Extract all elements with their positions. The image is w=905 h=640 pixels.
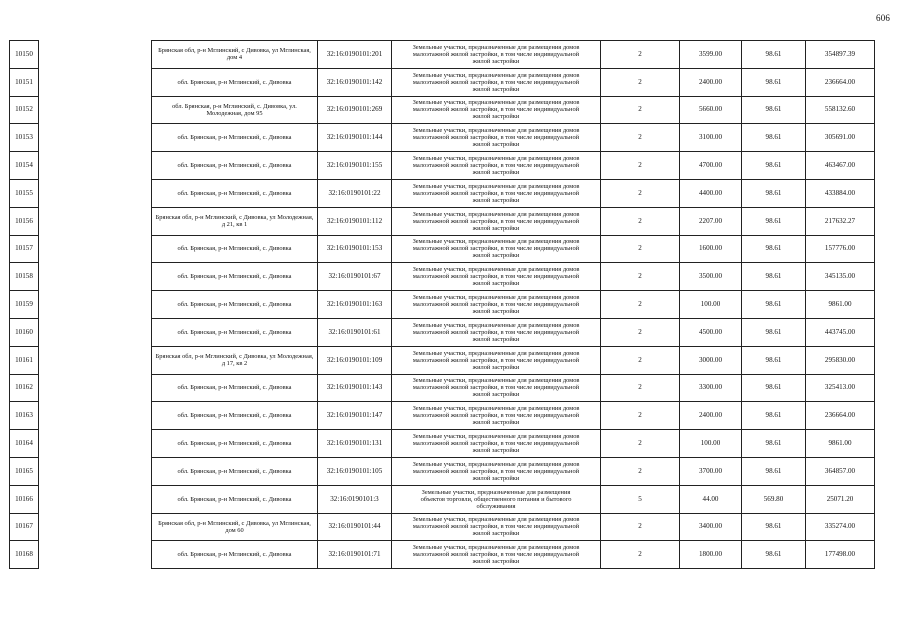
table-row	[10, 430, 875, 458]
land-use-line: жилой застройки	[472, 335, 520, 343]
cadastral-value-cell: 236664.00	[806, 402, 875, 430]
land-use-line: Земельные участки, предназначенные для размещения домов	[412, 377, 580, 385]
address-cell: Брянская обл, р-н Мглинский, с Дивовка, ул Мглинская, дом 60	[152, 513, 318, 541]
cadastral-value-cell: 157776.00	[806, 235, 875, 263]
table-row	[10, 513, 875, 541]
cadastral-value-cell: 364857.00	[806, 457, 875, 485]
address-cell: Брянская обл, р-н Мглинский, с Дивовка, ул Мглинская, дом 4	[152, 41, 318, 69]
spacer-cell	[39, 485, 152, 513]
spacer-cell	[39, 318, 152, 346]
cadastral-number-cell: 32:16:0190101:153	[318, 235, 392, 263]
cadastral-number-cell: 32:16:0190101:112	[318, 207, 392, 235]
row-number-cell: 10164	[10, 430, 39, 458]
cadastral-value-cell: 217632.27	[806, 207, 875, 235]
land-use-line: Земельные участки, предназначенные для размещения домов	[412, 99, 580, 107]
land-use-line: жилой застройки	[472, 141, 520, 149]
address-cell: обл. Брянская, р-н Мглинский, с. Дивовка	[152, 374, 318, 402]
land-use-cell	[392, 291, 601, 319]
table-row	[10, 96, 875, 124]
specific-value-cell: 98.61	[742, 96, 806, 124]
cadastral-number-cell: 32:16:0190101:142	[318, 68, 392, 96]
land-use-line: Земельные участки, предназначенные для размещения домов	[412, 516, 580, 524]
area-cell: 3000.00	[680, 346, 742, 374]
group-cell: 2	[601, 207, 680, 235]
land-use-line: малоэтажной жилой застройки, в том числе индивидуальной	[412, 189, 580, 197]
land-use-line: Земельные участки, предназначенные для размещения	[421, 488, 571, 496]
land-use-line: жилой застройки	[472, 252, 520, 260]
land-use-line: малоэтажной жилой застройки, в том числе индивидуальной	[412, 384, 580, 392]
specific-value-cell: 98.61	[742, 124, 806, 152]
land-use-line: Земельные участки, предназначенные для размещения домов	[412, 433, 580, 441]
spacer-cell	[39, 263, 152, 291]
row-number-cell: 10154	[10, 152, 39, 180]
land-use-line: малоэтажной жилой застройки, в том числе индивидуальной	[412, 356, 580, 364]
cadastral-value-cell: 345135.00	[806, 263, 875, 291]
group-cell: 2	[601, 374, 680, 402]
spacer-cell	[39, 291, 152, 319]
spacer-cell	[39, 68, 152, 96]
table-row	[10, 374, 875, 402]
address-cell: обл. Брянская, р-н Мглинский, с. Дивовка	[152, 263, 318, 291]
specific-value-cell: 98.61	[742, 152, 806, 180]
cadastral-value-table	[9, 40, 875, 569]
row-number-cell: 10167	[10, 513, 39, 541]
group-cell: 2	[601, 346, 680, 374]
spacer-cell	[39, 513, 152, 541]
area-cell: 4500.00	[680, 318, 742, 346]
cadastral-number-cell: 32:16:0190101:131	[318, 430, 392, 458]
land-use-line: обслуживания	[476, 502, 516, 510]
land-use-line: малоэтажной жилой застройки, в том числе индивидуальной	[412, 523, 580, 531]
specific-value-cell: 98.61	[742, 513, 806, 541]
cadastral-number-cell: 32:16:0190101:71	[318, 541, 392, 569]
cadastral-number-cell: 32:16:0190101:22	[318, 179, 392, 207]
row-number-cell: 10166	[10, 485, 39, 513]
cadastral-value-cell: 9861.00	[806, 291, 875, 319]
group-cell: 2	[601, 41, 680, 69]
cadastral-number-cell: 32:16:0190101:44	[318, 513, 392, 541]
group-cell: 2	[601, 179, 680, 207]
land-use-cell	[392, 41, 601, 69]
group-cell: 2	[601, 513, 680, 541]
land-use-cell	[392, 179, 601, 207]
address-cell: Брянская обл, р-н Мглинский, с Дивовка, ул Молодежная, д 21, кв 1	[152, 207, 318, 235]
row-number-cell: 10165	[10, 457, 39, 485]
land-use-cell	[392, 318, 601, 346]
spacer-cell	[39, 41, 152, 69]
cadastral-number-cell: 32:16:0190101:61	[318, 318, 392, 346]
cadastral-number-cell: 32:16:0190101:269	[318, 96, 392, 124]
specific-value-cell: 98.61	[742, 346, 806, 374]
row-number-cell: 10159	[10, 291, 39, 319]
land-use-line: Земельные участки, предназначенные для размещения домов	[412, 182, 580, 190]
land-use-cell	[392, 485, 601, 513]
spacer-cell	[39, 152, 152, 180]
area-cell: 3400.00	[680, 513, 742, 541]
area-cell: 2400.00	[680, 68, 742, 96]
land-use-line: малоэтажной жилой застройки, в том числе индивидуальной	[412, 273, 580, 281]
land-use-line: малоэтажной жилой застройки, в том числе индивидуальной	[412, 217, 580, 225]
address-cell: обл. Брянская, р-н Мглинский, с. Дивовка	[152, 152, 318, 180]
specific-value-cell: 98.61	[742, 207, 806, 235]
specific-value-cell: 569.80	[742, 485, 806, 513]
address-cell: обл. Брянская, р-н Мглинский, с. Дивовка, ул. Молодежная, дом 95	[152, 96, 318, 124]
area-cell: 4700.00	[680, 152, 742, 180]
land-use-line: жилой застройки	[472, 530, 520, 538]
row-number-cell: 10162	[10, 374, 39, 402]
row-number-cell: 10161	[10, 346, 39, 374]
address-cell: обл. Брянская, р-н Мглинский, с. Дивовка	[152, 402, 318, 430]
land-use-line: жилой застройки	[472, 419, 520, 427]
land-use-line: жилой застройки	[472, 474, 520, 482]
land-use-line: Земельные участки, предназначенные для размещения домов	[412, 405, 580, 413]
land-use-line: жилой застройки	[472, 57, 520, 65]
specific-value-cell: 98.61	[742, 41, 806, 69]
table-body	[10, 41, 875, 569]
land-use-line: малоэтажной жилой застройки, в том числе индивидуальной	[412, 328, 580, 336]
group-cell: 2	[601, 152, 680, 180]
land-use-line: Земельные участки, предназначенные для размещения домов	[412, 321, 580, 329]
specific-value-cell: 98.61	[742, 263, 806, 291]
cadastral-number-cell: 32:16:0190101:109	[318, 346, 392, 374]
land-use-line: жилой застройки	[472, 363, 520, 371]
row-number-cell: 10151	[10, 68, 39, 96]
address-cell: обл. Брянская, р-н Мглинский, с. Дивовка	[152, 541, 318, 569]
cadastral-value-cell: 25071.20	[806, 485, 875, 513]
cadastral-number-cell: 32:16:0190101:155	[318, 152, 392, 180]
land-use-line: жилой застройки	[472, 558, 520, 566]
cadastral-value-cell: 463467.00	[806, 152, 875, 180]
spacer-cell	[39, 402, 152, 430]
land-use-line: Земельные участки, предназначенные для размещения домов	[412, 127, 580, 135]
table-row	[10, 485, 875, 513]
group-cell: 5	[601, 485, 680, 513]
land-use-cell	[392, 152, 601, 180]
land-use-cell	[392, 346, 601, 374]
group-cell: 2	[601, 402, 680, 430]
table-row	[10, 457, 875, 485]
specific-value-cell: 98.61	[742, 402, 806, 430]
row-number-cell: 10158	[10, 263, 39, 291]
row-number-cell: 10156	[10, 207, 39, 235]
cadastral-value-cell: 354897.39	[806, 41, 875, 69]
land-use-line: жилой застройки	[472, 169, 520, 177]
table-row	[10, 235, 875, 263]
table-row	[10, 402, 875, 430]
cadastral-value-cell: 325413.00	[806, 374, 875, 402]
land-use-line: Земельные участки, предназначенные для размещения домов	[412, 349, 580, 357]
specific-value-cell: 98.61	[742, 318, 806, 346]
cadastral-number-cell: 32:16:0190101:163	[318, 291, 392, 319]
address-cell: обл. Брянская, р-н Мглинский, с. Дивовка	[152, 235, 318, 263]
land-use-line: малоэтажной жилой застройки, в том числе индивидуальной	[412, 301, 580, 309]
spacer-cell	[39, 541, 152, 569]
cadastral-value-cell: 177498.00	[806, 541, 875, 569]
row-number-cell: 10155	[10, 179, 39, 207]
row-number-cell: 10163	[10, 402, 39, 430]
area-cell: 3500.00	[680, 263, 742, 291]
specific-value-cell: 98.61	[742, 457, 806, 485]
land-use-line: малоэтажной жилой застройки, в том числе индивидуальной	[412, 551, 580, 559]
area-cell: 3599.00	[680, 41, 742, 69]
area-cell: 5660.00	[680, 96, 742, 124]
row-number-cell: 10152	[10, 96, 39, 124]
group-cell: 2	[601, 430, 680, 458]
land-use-cell	[392, 235, 601, 263]
land-use-line: Земельные участки, предназначенные для размещения домов	[412, 294, 580, 302]
spacer-cell	[39, 374, 152, 402]
address-cell: обл. Брянская, р-н Мглинский, с. Дивовка	[152, 430, 318, 458]
land-use-cell	[392, 263, 601, 291]
spacer-cell	[39, 457, 152, 485]
group-cell: 2	[601, 318, 680, 346]
cadastral-number-cell: 32:16:0190101:201	[318, 41, 392, 69]
table-row	[10, 263, 875, 291]
land-use-line: Земельные участки, предназначенные для размещения домов	[412, 43, 580, 51]
specific-value-cell: 98.61	[742, 291, 806, 319]
row-number-cell: 10153	[10, 124, 39, 152]
specific-value-cell: 98.61	[742, 235, 806, 263]
cadastral-number-cell: 32:16:0190101:143	[318, 374, 392, 402]
land-use-cell	[392, 374, 601, 402]
cadastral-value-cell: 558132.60	[806, 96, 875, 124]
spacer-cell	[39, 179, 152, 207]
address-cell: обл. Брянская, р-н Мглинский, с. Дивовка	[152, 68, 318, 96]
land-use-cell	[392, 207, 601, 235]
land-use-cell	[392, 513, 601, 541]
cadastral-number-cell: 32:16:0190101:105	[318, 457, 392, 485]
group-cell: 2	[601, 457, 680, 485]
specific-value-cell: 98.61	[742, 374, 806, 402]
cadastral-number-cell: 32:16:0190101:67	[318, 263, 392, 291]
cadastral-value-cell: 335274.00	[806, 513, 875, 541]
cadastral-value-cell: 295830.00	[806, 346, 875, 374]
table-row	[10, 124, 875, 152]
address-cell: обл. Брянская, р-н Мглинский, с. Дивовка	[152, 318, 318, 346]
land-use-line: Земельные участки, предназначенные для размещения домов	[412, 238, 580, 246]
land-use-line: малоэтажной жилой застройки, в том числе индивидуальной	[412, 440, 580, 448]
spacer-cell	[39, 124, 152, 152]
land-use-line: малоэтажной жилой застройки, в том числе индивидуальной	[412, 412, 580, 420]
address-cell: обл. Брянская, р-н Мглинский, с. Дивовка	[152, 179, 318, 207]
cadastral-number-cell: 32:16:0190101:3	[318, 485, 392, 513]
table-row	[10, 541, 875, 569]
address-cell: обл. Брянская, р-н Мглинский, с. Дивовка	[152, 124, 318, 152]
table-row	[10, 207, 875, 235]
spacer-cell	[39, 430, 152, 458]
cadastral-value-cell: 443745.00	[806, 318, 875, 346]
land-use-line: малоэтажной жилой застройки, в том числе индивидуальной	[412, 467, 580, 475]
spacer-cell	[39, 346, 152, 374]
land-use-cell	[392, 96, 601, 124]
land-use-line: жилой застройки	[472, 85, 520, 93]
area-cell: 3300.00	[680, 374, 742, 402]
cadastral-number-cell: 32:16:0190101:147	[318, 402, 392, 430]
land-use-cell	[392, 68, 601, 96]
cadastral-value-cell: 305691.00	[806, 124, 875, 152]
land-use-cell	[392, 124, 601, 152]
land-use-line: Земельные участки, предназначенные для размещения домов	[412, 71, 580, 79]
spacer-cell	[39, 96, 152, 124]
land-use-line: малоэтажной жилой застройки, в том числе индивидуальной	[412, 78, 580, 86]
specific-value-cell: 98.61	[742, 179, 806, 207]
row-number-cell: 10168	[10, 541, 39, 569]
land-use-line: Земельные участки, предназначенные для размещения домов	[412, 266, 580, 274]
group-cell: 2	[601, 263, 680, 291]
land-use-cell	[392, 457, 601, 485]
area-cell: 4400.00	[680, 179, 742, 207]
table-row	[10, 152, 875, 180]
land-use-line: малоэтажной жилой застройки, в том числе индивидуальной	[412, 106, 580, 114]
table-row	[10, 41, 875, 69]
land-use-line: жилой застройки	[472, 196, 520, 204]
specific-value-cell: 98.61	[742, 541, 806, 569]
address-cell: обл. Брянская, р-н Мглинский, с. Дивовка	[152, 485, 318, 513]
area-cell: 44.00	[680, 485, 742, 513]
area-cell: 100.00	[680, 291, 742, 319]
group-cell: 2	[601, 235, 680, 263]
table-row	[10, 68, 875, 96]
group-cell: 2	[601, 541, 680, 569]
group-cell: 2	[601, 124, 680, 152]
page-number: 606	[876, 13, 891, 23]
land-use-line: малоэтажной жилой застройки, в том числе индивидуальной	[412, 245, 580, 253]
table-row	[10, 346, 875, 374]
land-use-line: Земельные участки, предназначенные для размещения домов	[412, 460, 580, 468]
land-use-line: объектов торговли, общественного питания и бытового	[420, 495, 572, 503]
specific-value-cell: 98.61	[742, 430, 806, 458]
address-cell: Брянская обл, р-н Мглинский, с Дивовка, ул Молодежная, д 17, кв 2	[152, 346, 318, 374]
land-use-line: жилой застройки	[472, 391, 520, 399]
group-cell: 2	[601, 68, 680, 96]
address-cell: обл. Брянская, р-н Мглинский, с. Дивовка	[152, 291, 318, 319]
table-row	[10, 179, 875, 207]
cadastral-value-cell: 236664.00	[806, 68, 875, 96]
land-use-line: жилой застройки	[472, 308, 520, 316]
spacer-cell	[39, 235, 152, 263]
land-use-cell	[392, 430, 601, 458]
area-cell: 3700.00	[680, 457, 742, 485]
group-cell: 2	[601, 291, 680, 319]
cadastral-number-cell: 32:16:0190101:144	[318, 124, 392, 152]
land-use-line: Земельные участки, предназначенные для размещения домов	[412, 544, 580, 552]
land-use-cell	[392, 402, 601, 430]
land-use-line: малоэтажной жилой застройки, в том числе индивидуальной	[412, 50, 580, 58]
table-row	[10, 291, 875, 319]
land-use-line: малоэтажной жилой застройки, в том числе индивидуальной	[412, 134, 580, 142]
area-cell: 1600.00	[680, 235, 742, 263]
cadastral-value-cell: 9861.00	[806, 430, 875, 458]
area-cell: 2400.00	[680, 402, 742, 430]
area-cell: 3100.00	[680, 124, 742, 152]
specific-value-cell: 98.61	[742, 68, 806, 96]
table-row	[10, 318, 875, 346]
row-number-cell: 10160	[10, 318, 39, 346]
land-use-cell	[392, 541, 601, 569]
address-cell: обл. Брянская, р-н Мглинский, с. Дивовка	[152, 457, 318, 485]
area-cell: 2207.00	[680, 207, 742, 235]
cadastral-value-cell: 433884.00	[806, 179, 875, 207]
land-use-line: Земельные участки, предназначенные для размещения домов	[412, 155, 580, 163]
land-use-line: жилой застройки	[472, 224, 520, 232]
land-use-line: жилой застройки	[472, 113, 520, 121]
area-cell: 1800.00	[680, 541, 742, 569]
land-use-line: жилой застройки	[472, 447, 520, 455]
area-cell: 100.00	[680, 430, 742, 458]
row-number-cell: 10150	[10, 41, 39, 69]
land-use-line: малоэтажной жилой застройки, в том числе индивидуальной	[412, 162, 580, 170]
land-use-line: жилой застройки	[472, 280, 520, 288]
land-use-line: Земельные участки, предназначенные для размещения домов	[412, 210, 580, 218]
row-number-cell: 10157	[10, 235, 39, 263]
group-cell: 2	[601, 96, 680, 124]
spacer-cell	[39, 207, 152, 235]
